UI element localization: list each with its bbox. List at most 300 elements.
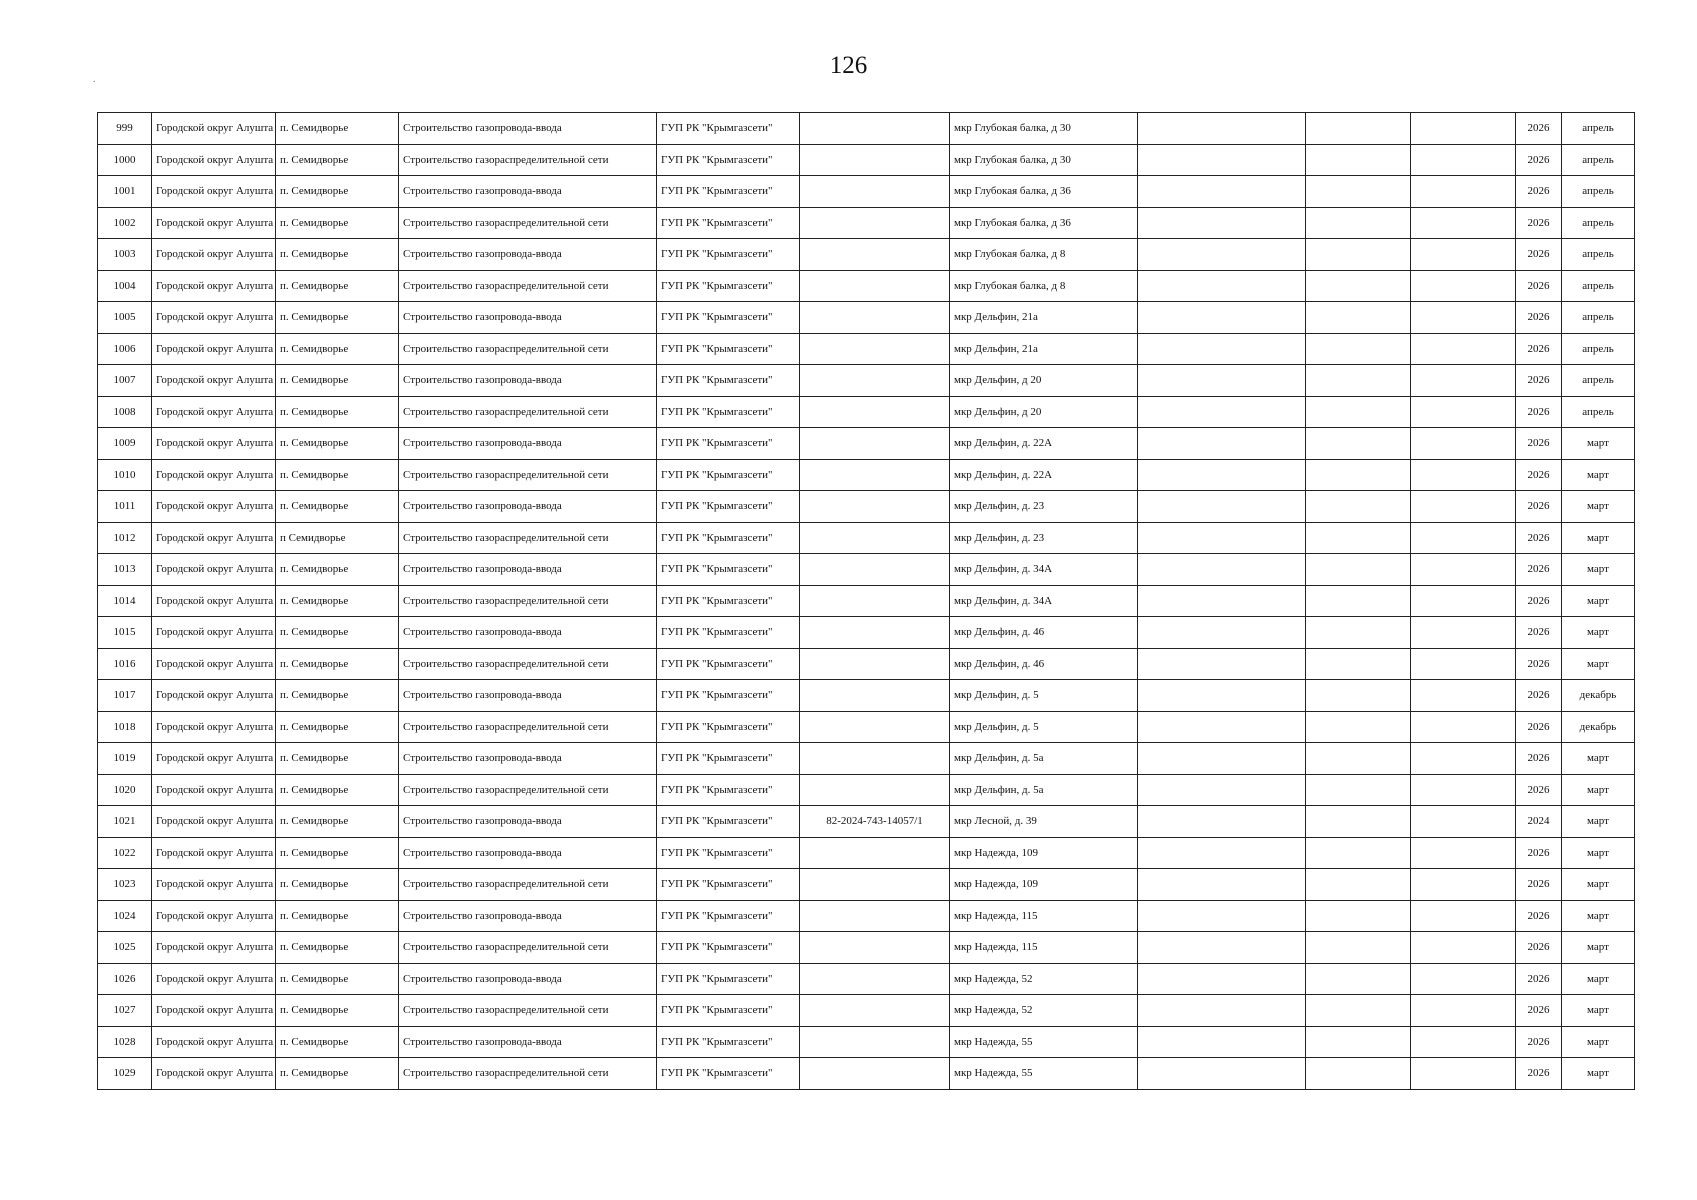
empty-cell (1306, 869, 1411, 901)
empty-cell (1306, 963, 1411, 995)
year-cell: 2026 (1516, 617, 1562, 649)
district-cell: Городской округ Алушта (152, 522, 276, 554)
year-cell: 2026 (1516, 837, 1562, 869)
empty-cell (1411, 963, 1516, 995)
table-row (98, 995, 1635, 1027)
address-cell: мкр Надежда, 52 (950, 995, 1138, 1027)
district-cell: Городской округ Алушта (152, 207, 276, 239)
table-row (98, 617, 1635, 649)
year-cell: 2026 (1516, 459, 1562, 491)
table-row (98, 648, 1635, 680)
table-row (98, 837, 1635, 869)
settlement-cell: п. Семидворье (276, 1026, 399, 1058)
row-number: 1027 (98, 995, 152, 1027)
table-row (98, 869, 1635, 901)
address-cell: мкр Дельфин, д. 46 (950, 648, 1138, 680)
empty-cell (1306, 396, 1411, 428)
address-cell: мкр Надежда, 52 (950, 963, 1138, 995)
address-cell: мкр Глубокая балка, д 36 (950, 176, 1138, 208)
month-cell: апрель (1562, 207, 1635, 239)
row-number: 1001 (98, 176, 152, 208)
settlement-cell: п. Семидворье (276, 774, 399, 806)
row-number: 1024 (98, 900, 152, 932)
empty-cell (1138, 995, 1306, 1027)
settlement-cell: п. Семидворье (276, 963, 399, 995)
table-row (98, 207, 1635, 239)
empty-cell (1411, 869, 1516, 901)
empty-cell (1138, 522, 1306, 554)
district-cell: Городской округ Алушта (152, 459, 276, 491)
settlement-cell: п. Семидворье (276, 743, 399, 775)
settlement-cell: п. Семидворье (276, 428, 399, 460)
address-cell: мкр Дельфин, д. 22А (950, 428, 1138, 460)
empty-cell (1411, 1058, 1516, 1090)
year-cell: 2026 (1516, 522, 1562, 554)
month-cell: апрель (1562, 176, 1635, 208)
organization-cell: ГУП РК "Крымгазсети" (657, 1026, 800, 1058)
table-row (98, 743, 1635, 775)
work-type-cell: Строительство газораспределительной сети (399, 522, 657, 554)
year-cell: 2026 (1516, 585, 1562, 617)
empty-cell (1138, 743, 1306, 775)
row-number: 1014 (98, 585, 152, 617)
empty-cell (1306, 207, 1411, 239)
address-cell: мкр Дельфин, д. 5 (950, 711, 1138, 743)
registration-number-cell (800, 554, 950, 586)
district-cell: Городской округ Алушта (152, 176, 276, 208)
year-cell: 2026 (1516, 239, 1562, 271)
district-cell: Городской округ Алушта (152, 617, 276, 649)
address-cell: мкр Дельфин, д. 5а (950, 743, 1138, 775)
month-cell: апрель (1562, 396, 1635, 428)
year-cell: 2026 (1516, 144, 1562, 176)
year-cell: 2026 (1516, 932, 1562, 964)
month-cell: март (1562, 869, 1635, 901)
table-row (98, 365, 1635, 397)
registration-number-cell (800, 648, 950, 680)
settlement-cell: п. Семидворье (276, 585, 399, 617)
organization-cell: ГУП РК "Крымгазсети" (657, 302, 800, 334)
registration-number-cell (800, 396, 950, 428)
address-cell: мкр Дельфин, д. 34А (950, 585, 1138, 617)
month-cell: апрель (1562, 270, 1635, 302)
month-cell: март (1562, 585, 1635, 617)
empty-cell (1411, 428, 1516, 460)
empty-cell (1306, 1058, 1411, 1090)
empty-cell (1138, 396, 1306, 428)
empty-cell (1411, 995, 1516, 1027)
month-cell: март (1562, 428, 1635, 460)
empty-cell (1411, 806, 1516, 838)
row-number: 1000 (98, 144, 152, 176)
address-cell: мкр Дельфин, д. 5а (950, 774, 1138, 806)
settlement-cell: п. Семидворье (276, 459, 399, 491)
row-number: 1020 (98, 774, 152, 806)
empty-cell (1306, 554, 1411, 586)
table-row (98, 774, 1635, 806)
organization-cell: ГУП РК "Крымгазсети" (657, 743, 800, 775)
empty-cell (1138, 585, 1306, 617)
empty-cell (1138, 806, 1306, 838)
month-cell: март (1562, 995, 1635, 1027)
organization-cell: ГУП РК "Крымгазсети" (657, 900, 800, 932)
work-type-cell: Строительство газораспределительной сети (399, 1058, 657, 1090)
empty-cell (1306, 743, 1411, 775)
address-cell: мкр Глубокая балка, д 8 (950, 270, 1138, 302)
empty-cell (1138, 774, 1306, 806)
month-cell: март (1562, 837, 1635, 869)
organization-cell: ГУП РК "Крымгазсети" (657, 113, 800, 145)
address-cell: мкр Дельфин, д 20 (950, 396, 1138, 428)
empty-cell (1411, 900, 1516, 932)
row-number: 1025 (98, 932, 152, 964)
empty-cell (1411, 333, 1516, 365)
work-type-cell: Строительство газораспределительной сети (399, 333, 657, 365)
table-row (98, 900, 1635, 932)
organization-cell: ГУП РК "Крымгазсети" (657, 459, 800, 491)
empty-cell (1138, 270, 1306, 302)
settlement-cell: п. Семидворье (276, 1058, 399, 1090)
registration-number-cell (800, 869, 950, 901)
organization-cell: ГУП РК "Крымгазсети" (657, 995, 800, 1027)
registration-number-cell (800, 932, 950, 964)
empty-cell (1138, 239, 1306, 271)
organization-cell: ГУП РК "Крымгазсети" (657, 491, 800, 523)
empty-cell (1306, 365, 1411, 397)
address-cell: мкр Глубокая балка, д 30 (950, 113, 1138, 145)
empty-cell (1411, 207, 1516, 239)
registration-number-cell (800, 302, 950, 334)
empty-cell (1138, 207, 1306, 239)
row-number: 1022 (98, 837, 152, 869)
table-row (98, 1026, 1635, 1058)
registration-number-cell (800, 270, 950, 302)
registration-number-cell (800, 900, 950, 932)
district-cell: Городской округ Алушта (152, 869, 276, 901)
table-row (98, 302, 1635, 334)
year-cell: 2026 (1516, 554, 1562, 586)
year-cell: 2026 (1516, 491, 1562, 523)
empty-cell (1411, 648, 1516, 680)
row-number: 1026 (98, 963, 152, 995)
district-cell: Городской округ Алушта (152, 365, 276, 397)
row-number: 1018 (98, 711, 152, 743)
district-cell: Городской округ Алушта (152, 743, 276, 775)
table-row (98, 113, 1635, 145)
work-type-cell: Строительство газораспределительной сети (399, 648, 657, 680)
registry-table-body (98, 113, 1635, 1090)
registration-number-cell (800, 428, 950, 460)
work-type-cell: Строительство газораспределительной сети (399, 144, 657, 176)
empty-cell (1138, 113, 1306, 145)
year-cell: 2026 (1516, 1058, 1562, 1090)
address-cell: мкр Надежда, 55 (950, 1026, 1138, 1058)
work-type-cell: Строительство газопровода-ввода (399, 1026, 657, 1058)
registration-number-cell (800, 333, 950, 365)
empty-cell (1411, 459, 1516, 491)
settlement-cell: п. Семидворье (276, 239, 399, 271)
row-number: 1016 (98, 648, 152, 680)
registration-number-cell (800, 711, 950, 743)
district-cell: Городской округ Алушта (152, 900, 276, 932)
settlement-cell: п. Семидворье (276, 144, 399, 176)
row-number: 1029 (98, 1058, 152, 1090)
row-number: 1028 (98, 1026, 152, 1058)
empty-cell (1138, 491, 1306, 523)
address-cell: мкр Дельфин, д. 23 (950, 522, 1138, 554)
district-cell: Городской округ Алушта (152, 270, 276, 302)
row-number: 1015 (98, 617, 152, 649)
month-cell: март (1562, 932, 1635, 964)
district-cell: Городской округ Алушта (152, 1026, 276, 1058)
settlement-cell: п. Семидворье (276, 554, 399, 586)
empty-cell (1306, 932, 1411, 964)
address-cell: мкр Лесной, д. 39 (950, 806, 1138, 838)
row-number: 1011 (98, 491, 152, 523)
empty-cell (1411, 932, 1516, 964)
empty-cell (1306, 144, 1411, 176)
registration-number-cell (800, 680, 950, 712)
organization-cell: ГУП РК "Крымгазсети" (657, 617, 800, 649)
month-cell: март (1562, 1026, 1635, 1058)
district-cell: Городской округ Алушта (152, 239, 276, 271)
organization-cell: ГУП РК "Крымгазсети" (657, 176, 800, 208)
row-number: 1002 (98, 207, 152, 239)
empty-cell (1411, 711, 1516, 743)
address-cell: мкр Надежда, 109 (950, 869, 1138, 901)
settlement-cell: п. Семидворье (276, 302, 399, 334)
work-type-cell: Строительство газопровода-ввода (399, 365, 657, 397)
empty-cell (1306, 774, 1411, 806)
empty-cell (1138, 963, 1306, 995)
empty-cell (1306, 617, 1411, 649)
empty-cell (1411, 617, 1516, 649)
empty-cell (1138, 648, 1306, 680)
table-row (98, 680, 1635, 712)
row-number: 1006 (98, 333, 152, 365)
organization-cell: ГУП РК "Крымгазсети" (657, 869, 800, 901)
district-cell: Городской округ Алушта (152, 932, 276, 964)
registration-number-cell (800, 774, 950, 806)
settlement-cell: п. Семидворье (276, 176, 399, 208)
registry-table (97, 112, 1635, 1090)
registration-number-cell (800, 1026, 950, 1058)
district-cell: Городской округ Алушта (152, 1058, 276, 1090)
month-cell: апрель (1562, 144, 1635, 176)
district-cell: Городской округ Алушта (152, 396, 276, 428)
settlement-cell: п. Семидворье (276, 207, 399, 239)
month-cell: апрель (1562, 365, 1635, 397)
organization-cell: ГУП РК "Крымгазсети" (657, 932, 800, 964)
month-cell: март (1562, 1058, 1635, 1090)
year-cell: 2026 (1516, 963, 1562, 995)
district-cell: Городской округ Алушта (152, 113, 276, 145)
row-number: 1010 (98, 459, 152, 491)
table-row (98, 522, 1635, 554)
year-cell: 2026 (1516, 711, 1562, 743)
table-row (98, 428, 1635, 460)
organization-cell: ГУП РК "Крымгазсети" (657, 585, 800, 617)
district-cell: Городской округ Алушта (152, 995, 276, 1027)
registration-number-cell (800, 1058, 950, 1090)
year-cell: 2026 (1516, 648, 1562, 680)
empty-cell (1306, 648, 1411, 680)
month-cell: апрель (1562, 333, 1635, 365)
table-row (98, 176, 1635, 208)
scan-speck: . (93, 74, 96, 85)
settlement-cell: п. Семидворье (276, 113, 399, 145)
empty-cell (1306, 459, 1411, 491)
month-cell: март (1562, 743, 1635, 775)
address-cell: мкр Дельфин, д. 34А (950, 554, 1138, 586)
table-row (98, 585, 1635, 617)
work-type-cell: Строительство газопровода-ввода (399, 900, 657, 932)
row-number: 1019 (98, 743, 152, 775)
work-type-cell: Строительство газораспределительной сети (399, 995, 657, 1027)
empty-cell (1306, 1026, 1411, 1058)
table-row (98, 270, 1635, 302)
year-cell: 2026 (1516, 428, 1562, 460)
empty-cell (1411, 1026, 1516, 1058)
work-type-cell: Строительство газораспределительной сети (399, 270, 657, 302)
month-cell: март (1562, 900, 1635, 932)
page-number: 126 (829, 52, 868, 79)
row-number: 1007 (98, 365, 152, 397)
empty-cell (1306, 270, 1411, 302)
empty-cell (1138, 1026, 1306, 1058)
empty-cell (1138, 554, 1306, 586)
organization-cell: ГУП РК "Крымгазсети" (657, 270, 800, 302)
empty-cell (1411, 491, 1516, 523)
district-cell: Городской округ Алушта (152, 491, 276, 523)
empty-cell (1138, 365, 1306, 397)
empty-cell (1138, 711, 1306, 743)
empty-cell (1306, 176, 1411, 208)
table-row (98, 396, 1635, 428)
district-cell: Городской округ Алушта (152, 711, 276, 743)
month-cell: март (1562, 554, 1635, 586)
year-cell: 2026 (1516, 743, 1562, 775)
registration-number-cell (800, 743, 950, 775)
empty-cell (1306, 837, 1411, 869)
table-row (98, 491, 1635, 523)
empty-cell (1306, 680, 1411, 712)
registration-number-cell (800, 585, 950, 617)
work-type-cell: Строительство газораспределительной сети (399, 869, 657, 901)
empty-cell (1138, 302, 1306, 334)
empty-cell (1306, 113, 1411, 145)
empty-cell (1411, 396, 1516, 428)
empty-cell (1306, 302, 1411, 334)
address-cell: мкр Дельфин, 21а (950, 333, 1138, 365)
year-cell: 2026 (1516, 680, 1562, 712)
settlement-cell: п. Семидворье (276, 932, 399, 964)
registration-number-cell: 82-2024-743-14057/1 (800, 806, 950, 838)
table-row (98, 333, 1635, 365)
empty-cell (1306, 491, 1411, 523)
table-row (98, 144, 1635, 176)
year-cell: 2026 (1516, 302, 1562, 334)
district-cell: Городской округ Алушта (152, 302, 276, 334)
district-cell: Городской округ Алушта (152, 837, 276, 869)
organization-cell: ГУП РК "Крымгазсети" (657, 648, 800, 680)
year-cell: 2026 (1516, 774, 1562, 806)
organization-cell: ГУП РК "Крымгазсети" (657, 333, 800, 365)
empty-cell (1306, 522, 1411, 554)
empty-cell (1411, 270, 1516, 302)
month-cell: март (1562, 459, 1635, 491)
row-number: 1023 (98, 869, 152, 901)
settlement-cell: п. Семидворье (276, 396, 399, 428)
row-number: 1012 (98, 522, 152, 554)
organization-cell: ГУП РК "Крымгазсети" (657, 963, 800, 995)
year-cell: 2026 (1516, 176, 1562, 208)
empty-cell (1138, 459, 1306, 491)
registration-number-cell (800, 491, 950, 523)
row-number: 1004 (98, 270, 152, 302)
organization-cell: ГУП РК "Крымгазсети" (657, 680, 800, 712)
district-cell: Городской округ Алушта (152, 333, 276, 365)
empty-cell (1138, 428, 1306, 460)
row-number: 1021 (98, 806, 152, 838)
empty-cell (1411, 176, 1516, 208)
address-cell: мкр Надежда, 55 (950, 1058, 1138, 1090)
registration-number-cell (800, 176, 950, 208)
work-type-cell: Строительство газопровода-ввода (399, 806, 657, 838)
registration-number-cell (800, 365, 950, 397)
empty-cell (1306, 585, 1411, 617)
row-number: 1005 (98, 302, 152, 334)
address-cell: мкр Дельфин, д. 5 (950, 680, 1138, 712)
empty-cell (1138, 837, 1306, 869)
work-type-cell: Строительство газопровода-ввода (399, 837, 657, 869)
empty-cell (1306, 995, 1411, 1027)
district-cell: Городской округ Алушта (152, 648, 276, 680)
empty-cell (1411, 837, 1516, 869)
address-cell: мкр Надежда, 115 (950, 900, 1138, 932)
year-cell: 2026 (1516, 995, 1562, 1027)
district-cell: Городской округ Алушта (152, 806, 276, 838)
settlement-cell: п. Семидворье (276, 617, 399, 649)
work-type-cell: Строительство газораспределительной сети (399, 585, 657, 617)
month-cell: апрель (1562, 302, 1635, 334)
empty-cell (1138, 617, 1306, 649)
month-cell: март (1562, 774, 1635, 806)
registration-number-cell (800, 459, 950, 491)
month-cell: декабрь (1562, 680, 1635, 712)
table-row (98, 711, 1635, 743)
year-cell: 2026 (1516, 270, 1562, 302)
registration-number-cell (800, 239, 950, 271)
registration-number-cell (800, 995, 950, 1027)
empty-cell (1411, 774, 1516, 806)
table-row (98, 806, 1635, 838)
month-cell: декабрь (1562, 711, 1635, 743)
empty-cell (1306, 900, 1411, 932)
empty-cell (1411, 239, 1516, 271)
work-type-cell: Строительство газопровода-ввода (399, 302, 657, 334)
registration-number-cell (800, 113, 950, 145)
address-cell: мкр Надежда, 109 (950, 837, 1138, 869)
organization-cell: ГУП РК "Крымгазсети" (657, 837, 800, 869)
district-cell: Городской округ Алушта (152, 554, 276, 586)
settlement-cell: п. Семидворье (276, 900, 399, 932)
organization-cell: ГУП РК "Крымгазсети" (657, 554, 800, 586)
year-cell: 2024 (1516, 806, 1562, 838)
organization-cell: ГУП РК "Крымгазсети" (657, 396, 800, 428)
work-type-cell: Строительство газопровода-ввода (399, 743, 657, 775)
address-cell: мкр Дельфин, д. 23 (950, 491, 1138, 523)
